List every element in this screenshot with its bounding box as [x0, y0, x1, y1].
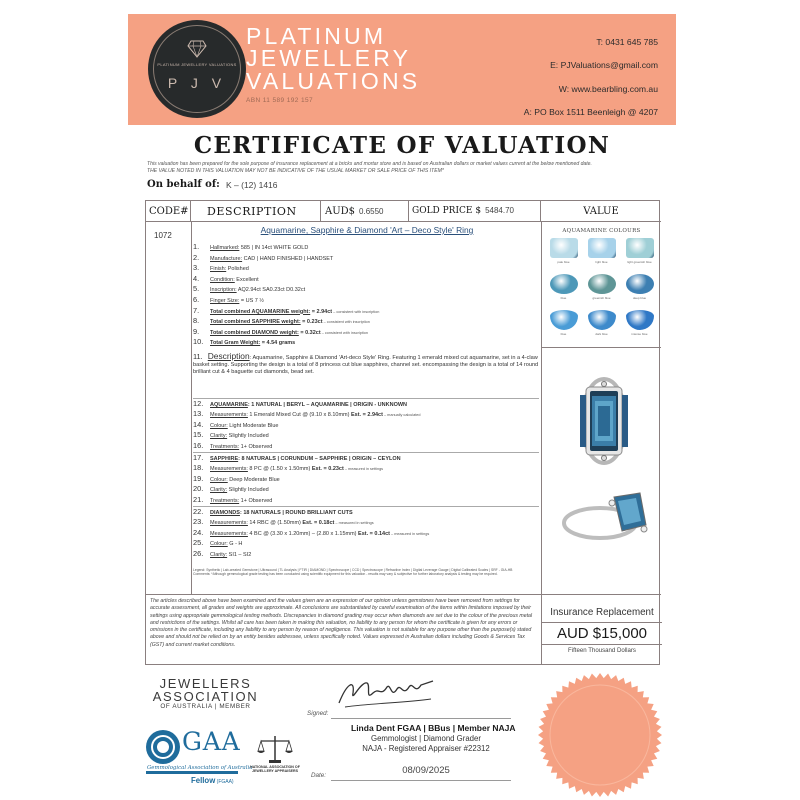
header-banner	[128, 14, 676, 125]
aquamarine-colours-title: AQUAMARINE COLOURS	[562, 228, 641, 234]
insurance-words: Fifteen Thousand Dollars	[568, 647, 636, 654]
jewellers-association-line-3: OF AUSTRALIA | MEMBER	[160, 703, 251, 710]
gem-detail-row	[193, 420, 539, 429]
row-number: 7.	[193, 305, 200, 315]
header-aud	[321, 201, 409, 222]
header-description-label: DESCRIPTION	[207, 205, 297, 218]
row-number: 4.	[193, 273, 200, 283]
detail-value: SI1 – SI2	[227, 552, 252, 559]
gemstone-swatch-icon	[550, 274, 578, 294]
spec-value: AQ2.94ct SA0.23ct D0.32ct	[236, 287, 306, 294]
detail-note: – measured in settings	[389, 531, 430, 536]
spec-label: Total combined SAPPHIRE weight:	[210, 319, 301, 326]
insurance-value: AUD $15,000	[542, 622, 662, 645]
header-gold-label: GOLD PRICE $	[412, 206, 482, 216]
detail-label: Colour:	[210, 541, 228, 548]
spec-value: CAD | HAND FINISHED | HANDSET	[242, 255, 334, 262]
brand-line-1: PLATINUM	[246, 23, 387, 49]
gemstone-swatch-icon	[550, 310, 578, 330]
swatch-caption: pale blue	[557, 260, 570, 264]
row-number: 2.	[193, 252, 200, 262]
header-value	[541, 201, 661, 222]
signer-name: Linda Dent FGAA | BBus | Member NAJA	[351, 723, 516, 733]
insurance-label: Insurance Replacement	[550, 607, 654, 618]
logo-subtext: PLATINUM JEWELLERY VALUATIONS	[157, 62, 237, 67]
row-number: 24.	[193, 527, 204, 537]
row-number: 1.	[193, 242, 200, 251]
spec-note: – consistent with inscription	[320, 330, 368, 335]
detail-label: Measurements:	[210, 411, 248, 418]
detail-estimate: Est. = 2.94ct	[351, 411, 383, 418]
row-number: 22.	[193, 507, 204, 516]
spec-row	[193, 242, 539, 251]
row-number: 19.	[193, 473, 204, 483]
gem-detail-row	[193, 474, 539, 483]
detail-value: Light Moderate Blue	[227, 422, 279, 429]
row-number: 23.	[193, 516, 204, 526]
date-line	[331, 780, 511, 781]
spec-label: Manufacture:	[210, 255, 243, 262]
spec-row	[193, 327, 539, 336]
gem-detail-row	[193, 538, 539, 547]
row-number: 21.	[193, 495, 204, 505]
header-description	[191, 201, 321, 222]
abn-number: ABN 11 589 192 157	[246, 97, 314, 104]
detail-note: – manually calculated	[382, 412, 421, 417]
gem-detail-row	[193, 430, 539, 439]
aquamarine-swatch	[547, 310, 580, 330]
row-number: 14.	[193, 419, 204, 429]
spec-note: – consistent with inscription	[322, 320, 370, 325]
gemstone-swatch-icon	[588, 310, 616, 330]
gemstone-swatch-icon	[588, 238, 616, 258]
gemstone-swatch-icon	[588, 274, 616, 294]
fellow-text: Fellow	[191, 776, 216, 785]
valuation-table	[145, 200, 660, 665]
section-heading-label: DIAMONDS	[210, 510, 240, 516]
detail-estimate: Est. = 0.18ct	[302, 519, 335, 526]
gaa-logo-text: GAA	[182, 727, 241, 756]
fellow-label	[191, 776, 234, 785]
spec-label: Total Gram Weight:	[210, 340, 261, 347]
row-number: 13.	[193, 408, 204, 418]
spec-row	[193, 274, 539, 283]
gem-detail-row	[193, 495, 539, 504]
brand-line-2: JEWELLERY	[246, 45, 412, 71]
row-number: 10.	[193, 337, 204, 347]
detail-value: 14 RBC @ (1.50mm)	[247, 519, 303, 526]
spec-label: Hallmarked:	[210, 245, 240, 251]
spec-value: = 2.94ct	[310, 308, 333, 315]
row-number: 26.	[193, 549, 204, 559]
item-title: Aquamarine, Sapphire & Diamond 'Art – Deco Style' Ring	[260, 225, 474, 235]
gem-detail-row	[193, 549, 539, 558]
legend	[193, 568, 539, 576]
swatch-caption: light greenish blue	[627, 260, 652, 264]
spec-row	[193, 306, 539, 315]
swatch-caption: blue	[560, 296, 567, 300]
swatch-caption: intense blue	[631, 332, 648, 336]
item-code: 1072	[154, 231, 172, 240]
spec-value: Excellent	[234, 276, 259, 283]
row-number: 5.	[193, 284, 200, 294]
detail-label: Treatments:	[210, 444, 240, 451]
signer-role: Gemmologist | Diamond Grader	[371, 734, 481, 743]
section-heading-label: AQUAMARINE	[210, 402, 248, 408]
intro-text-2: THE VALUE NOTED IN THIS VALUATION MAY NOT BE INDICATIVE OF THE USUAL MARKET OR SALE PRICE OF THIS ITEM*	[147, 168, 444, 174]
detail-value: G - H	[227, 541, 243, 548]
date-value: 08/09/2025	[402, 765, 450, 776]
spec-row	[193, 316, 539, 325]
spec-row	[193, 295, 539, 304]
row-number: 8.	[193, 316, 200, 326]
gem-section-heading	[193, 398, 539, 407]
contact-email[interactable]: E: PJValuations@gmail.com	[550, 60, 658, 70]
aquamarine-swatch	[585, 310, 618, 330]
gem-detail-row	[193, 463, 539, 472]
description-text: : Aquamarine, Sapphire & Diamond 'Art-deco Style' Ring. Featuring 1 emerald mixed cut aquamarine, set in a 4-claw basket setting. Supporting the design is a total of 8 princess cut blue sapphires, channel set. encompassing the design is a total of 14 round brilliant cut & 4 baguette cut diamonds, bead set.	[193, 355, 539, 376]
gem-detail-row	[193, 409, 539, 418]
detail-value: 4 BC @ (3.30 x 1.20mm) – (2.80 x 1.15mm)	[247, 530, 359, 537]
legend-line: Legend: Synthetic | Lab-created Gemstone | Ultrasound | TL Analysis | FTIR | DIAMOND | Spectroscope | CCD | Spectroscope | Refractive Index | Digital Leverage Gauge | Digital Calibrated Scales | SRF - GIA-HB	[193, 568, 513, 572]
header-gold-value: 5484.70	[485, 206, 514, 215]
detail-label: Colour:	[210, 422, 228, 429]
spec-row	[193, 253, 539, 262]
row-number: 3.	[193, 263, 200, 273]
header-gold-price	[409, 201, 541, 222]
spec-row	[193, 263, 539, 272]
row-number: 25.	[193, 538, 204, 548]
insurance-box	[541, 594, 661, 665]
detail-value: Deep Moderate Blue	[227, 476, 280, 483]
swatch-caption: blue	[560, 332, 567, 336]
date-label: Date:	[311, 772, 327, 779]
scales-of-justice-icon	[256, 734, 294, 764]
signed-label: Signed:	[307, 710, 329, 717]
aquamarine-swatch	[585, 238, 618, 258]
spec-value: = 0.23ct	[300, 319, 323, 326]
detail-value: Slightly Included	[227, 487, 269, 494]
detail-value: 1+ Observed	[239, 444, 273, 451]
spec-note: – consistent with inscription	[332, 309, 380, 314]
row-number: 17.	[193, 453, 204, 462]
swatch-caption: light blue	[595, 260, 608, 264]
disclaimer-text: The articles described above have been examined and the values given are an expression of our opinion unless gemstones have been removed from settings for accurate assessment, all grades and weights are approximate. All conclusions are substantiated by careful examination of the items within limitations imposed by their settings using appropriate gemmological testing methods. Discrepancies in diamond grading may occur when diamonds are set due to the colour of the precious metal and restrictions of the settings. Whilst all care has been taken in making this valuation, no liability to any person for whom the certificate is given for any errors or omissions in the certificate, including any liability to any person by reason of negligence. This valuation is not suitable for any purpose other than the purpose(s) stated above and should not be relied on by an entity besides addressee, unless specifically noted. Values expressed in Australian dollars including Goods & Services Tax (GST) and current market conditions.	[150, 598, 533, 648]
on-behalf-value: K – (12) 1416	[226, 180, 278, 190]
detail-note: – measured in settings	[343, 466, 384, 471]
spec-label: Condition:	[210, 276, 235, 283]
row-number: 6.	[193, 295, 200, 304]
logo-ring	[153, 25, 241, 113]
row-number: 15.	[193, 430, 204, 440]
row-number: 18.	[193, 462, 204, 472]
detail-label: Colour:	[210, 476, 228, 483]
section-heading-text: : 18 NATURALS | ROUND BRILLIANT CUTS	[239, 510, 353, 516]
header-value-label: VALUE	[583, 206, 619, 217]
spec-value: = US 7 ½	[239, 298, 264, 304]
detail-estimate: Est. = 0.14ct	[358, 530, 390, 537]
gemstone-swatch-icon	[626, 274, 654, 294]
section-heading-label: SAPPHIRE	[210, 456, 239, 462]
header-aud-label: AUD$	[325, 206, 356, 217]
aquamarine-swatch	[623, 274, 656, 294]
spec-value: = 0.32ct	[298, 329, 321, 336]
spec-label: Finger Size:	[210, 298, 240, 304]
aquamarine-swatch	[547, 274, 580, 294]
row-number: 20.	[193, 484, 204, 494]
detail-value: 1 Emerald Mixed Cut @ (9.10 x 8.10mm)	[247, 411, 351, 418]
signature-image	[333, 673, 443, 713]
description-label: Description	[207, 351, 250, 361]
header-code-label: CODE#	[149, 206, 189, 217]
gemstone-swatch-icon	[550, 238, 578, 258]
gaa-subtitle: Gemmological Association of Australia	[147, 765, 253, 771]
legend-comments: Comments: *Although gemmological grade testing has been conducted using scientific equipment for this valuation - results may vary & subjective for further laboratory analysis & testing may be required.	[193, 572, 498, 577]
seal-icon	[537, 672, 663, 798]
contact-website[interactable]: W: www.bearbling.com.au	[558, 84, 658, 94]
contact-phone[interactable]: T: 0431 645 785	[596, 37, 658, 47]
header-aud-value: 0.6550	[359, 207, 384, 216]
gaa-emblem-icon	[146, 730, 180, 764]
gemstone-swatch-icon	[626, 310, 654, 330]
gem-detail-row	[193, 441, 539, 450]
detail-value: 8 PC @ (1.50 x 1.50mm)	[247, 465, 312, 472]
jewellers-association-line-1: JEWELLERS	[159, 676, 252, 691]
header-code	[146, 201, 191, 222]
brand-line-3: VALUATIONS	[246, 68, 421, 94]
aquamarine-swatch	[623, 310, 656, 330]
aquamarine-swatch	[623, 238, 656, 258]
contact-address: A: PO Box 1511 Beenleigh @ 4207	[523, 107, 658, 117]
gem-section-heading	[193, 506, 539, 515]
detail-label: Measurements:	[210, 519, 248, 526]
detail-label: Measurements:	[210, 530, 248, 537]
fellow-suffix: (FGAA)	[215, 779, 234, 785]
section-heading-text: : 1 NATURAL | BERYL – AQUAMARINE | ORIGIN - UNKNOWN	[247, 402, 408, 408]
swatch-caption: greenish blue	[592, 296, 611, 300]
pjv-logo	[148, 20, 246, 118]
ring-side-view-image	[556, 479, 656, 559]
aquamarine-swatch	[585, 274, 618, 294]
description-row	[193, 353, 539, 399]
row-number: 16.	[193, 441, 204, 451]
spec-value: Polished	[226, 266, 249, 273]
gemstone-swatch-icon	[626, 238, 654, 258]
intro-text-1: This valuation has been prepared for the sole purpose of insurance replacement at a bricks and mortar store and is based on Australian dollars or market values current at the below mentioned date.	[147, 161, 592, 167]
gem-section-heading	[193, 452, 539, 461]
column-divider	[541, 222, 542, 594]
detail-estimate: Est. = 0.23ct	[311, 465, 344, 472]
spec-label: Total combined AQUAMARINE weight:	[210, 308, 311, 315]
spec-row	[193, 337, 539, 346]
row-number: 11.	[193, 352, 203, 361]
swatch-caption: dark blue	[595, 332, 608, 336]
detail-label: Treatments:	[210, 498, 240, 505]
certificate-title: CERTIFICATE OF VALUATION	[193, 132, 611, 159]
spec-label: Total combined DIAMOND weight:	[210, 329, 299, 336]
detail-value: 1+ Observed	[239, 498, 273, 505]
value-column-divider	[542, 347, 661, 348]
spec-row	[193, 284, 539, 293]
detail-label: Clarity:	[210, 487, 228, 494]
gem-detail-row	[193, 528, 539, 537]
logo-monogram: P J V	[167, 75, 227, 91]
detail-note: – measured in settings	[334, 520, 374, 525]
row-number: 9.	[193, 326, 200, 336]
naja-text: NATIONAL ASSOCIATION OF JEWELLERY APPRAISERS	[250, 765, 300, 774]
spec-label: Finish:	[210, 266, 227, 273]
gaa-rule	[146, 771, 238, 774]
spec-value: 585 | IN 14ct WHITE GOLD	[239, 245, 309, 251]
detail-label: Measurements:	[210, 465, 248, 472]
ring-top-view-image	[566, 373, 642, 469]
on-behalf-label: On behalf of:	[147, 179, 220, 190]
section-heading-text: : 8 NATURALS | CORUNDUM – SAPPHIRE | ORIGIN – CEYLON	[238, 456, 401, 462]
column-divider	[191, 222, 192, 594]
row-number: 12.	[193, 399, 204, 408]
gem-detail-row	[193, 517, 539, 526]
spec-value: = 4.54 grams	[260, 340, 296, 347]
signer-registration: NAJA - Registered Appraiser #22312	[362, 744, 490, 753]
gem-detail-row	[193, 484, 539, 493]
swatch-caption: deep blue	[632, 296, 647, 300]
aquamarine-swatch	[547, 238, 580, 258]
detail-label: Clarity:	[210, 552, 228, 559]
spec-label: Inscription:	[210, 287, 237, 294]
detail-value: Slightly Included	[227, 433, 269, 440]
jewellers-association-line-2: ASSOCIATION	[152, 689, 259, 704]
diamond-icon	[187, 40, 207, 58]
detail-label: Clarity:	[210, 433, 228, 440]
signature-line	[331, 718, 511, 719]
